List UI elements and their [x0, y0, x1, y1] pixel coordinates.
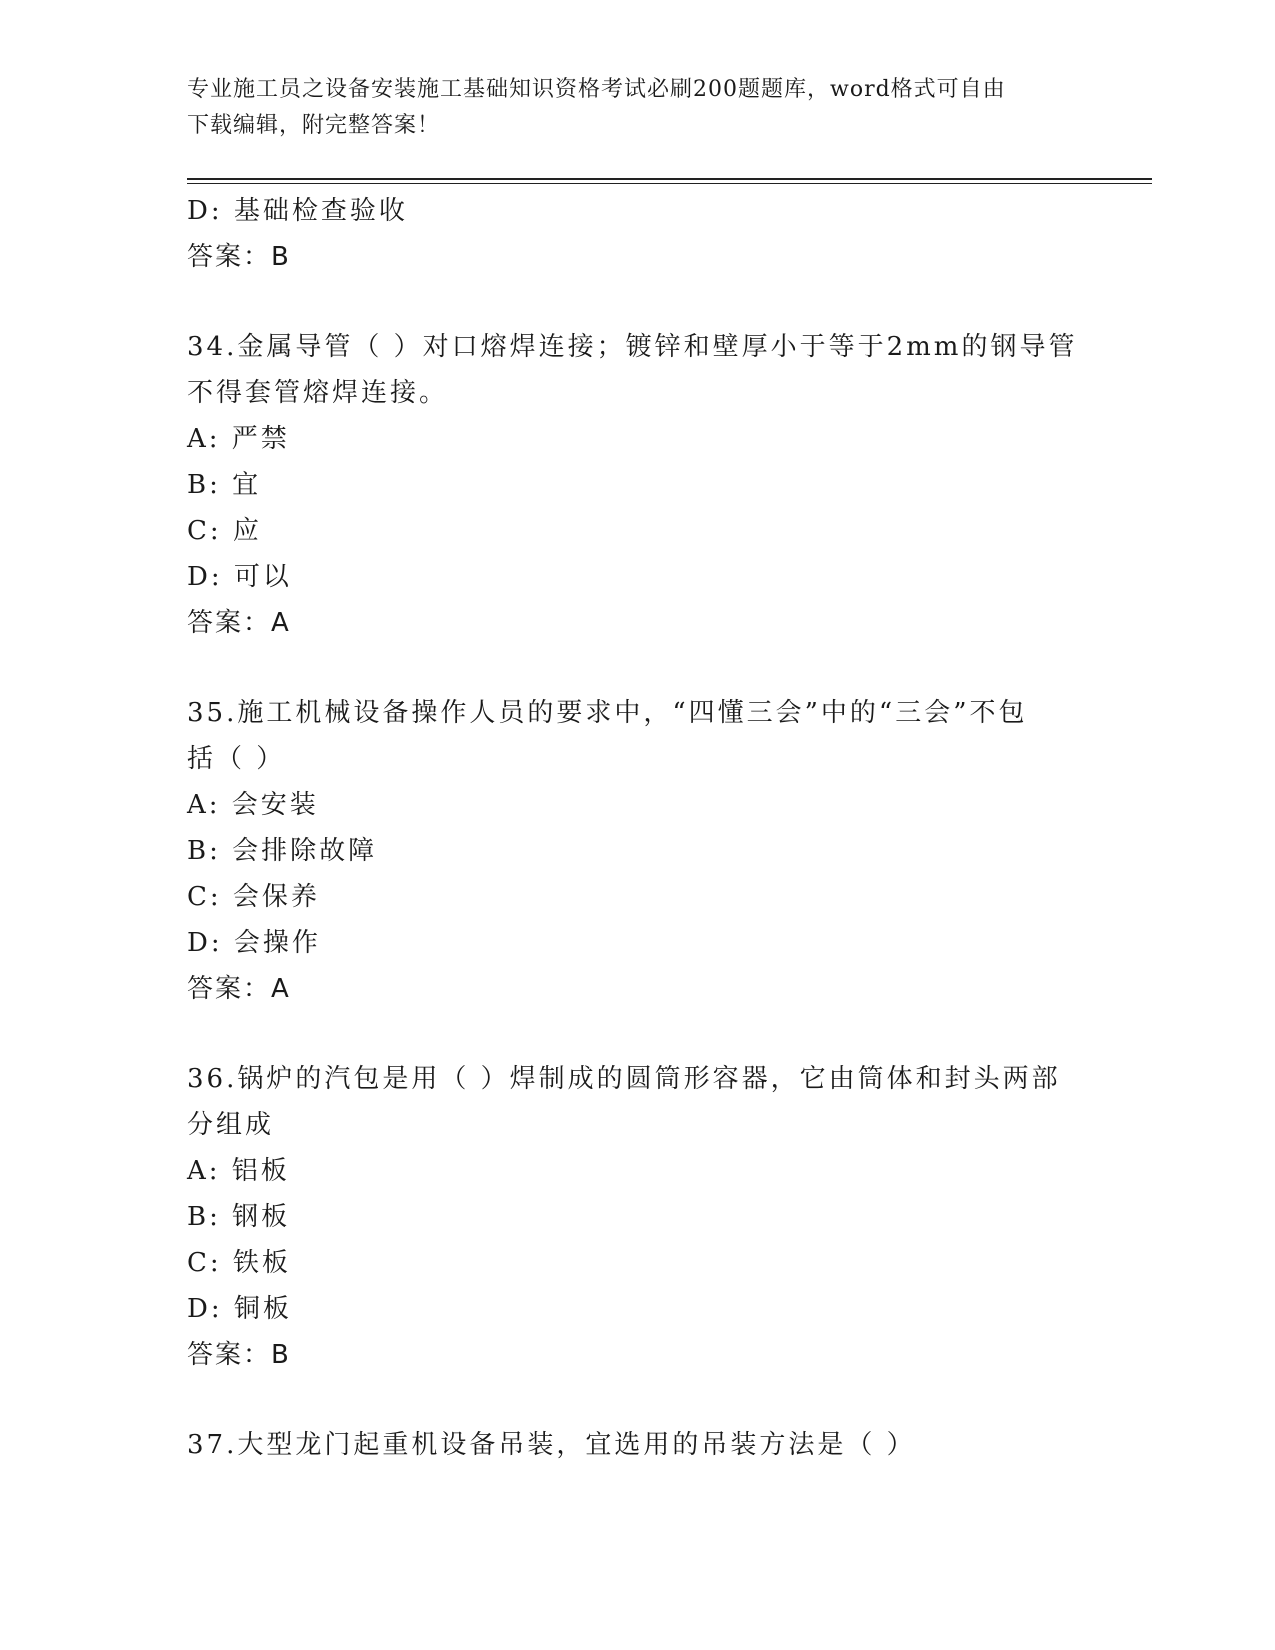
question-text-line-2: 不得套管熔焊连接。	[187, 378, 449, 408]
option-a: A: 铝板	[187, 1156, 290, 1186]
option-d: D: 可以	[187, 562, 292, 592]
question-list	[187, 188, 1087, 1468]
header-title-line-2: 下载编辑，附完整答案！	[187, 113, 441, 138]
option-c: C: 会保养	[187, 882, 320, 912]
document-header	[187, 72, 1067, 144]
option-a: A: 会安装	[187, 790, 319, 820]
header-divider-thick	[187, 178, 1152, 180]
question-text-line-2: 括（ ）	[187, 744, 286, 774]
option-d: D: 会操作	[187, 928, 321, 958]
answer-line: 答案：B	[187, 1340, 291, 1370]
question-36	[187, 1056, 1087, 1378]
question-text-line-1: 35.施工机械设备操作人员的要求中，“四懂三会”中的“三会”不包	[187, 698, 1028, 728]
header-divider-thin	[187, 183, 1152, 184]
question-text-line-1: 34.金属导管（ ）对口熔焊连接；镀锌和壁厚小于等于2mm的钢导管	[187, 332, 1078, 362]
answer-line: 答案：A	[187, 974, 291, 1004]
question-text-line-2: 分组成	[187, 1110, 275, 1140]
option-d: D: 铜板	[187, 1294, 292, 1324]
header-title-line-1: 专业施工员之设备安装施工基础知识资格考试必刷200题题库，word格式可自由	[187, 77, 1006, 102]
question-text-line-1: 37.大型龙门起重机设备吊装，宜选用的吊装方法是（ ）	[187, 1430, 916, 1460]
answer-line: 答案：B	[187, 242, 291, 272]
option-b: B: 宜	[187, 470, 262, 500]
option-a: A: 严禁	[187, 424, 290, 454]
option-c: C: 应	[187, 516, 262, 546]
question-37	[187, 1422, 1087, 1468]
option-d: D: 基础检查验收	[187, 196, 408, 226]
previous-question-tail	[187, 188, 1087, 280]
answer-line: 答案：A	[187, 608, 291, 638]
question-35	[187, 690, 1087, 1012]
option-c: C: 铁板	[187, 1248, 291, 1278]
question-34	[187, 324, 1087, 646]
question-text-line-1: 36.锅炉的汽包是用（ ）焊制成的圆筒形容器，它由筒体和封头两部	[187, 1064, 1061, 1094]
option-b: B: 钢板	[187, 1202, 291, 1232]
option-b: B: 会排除故障	[187, 836, 378, 866]
